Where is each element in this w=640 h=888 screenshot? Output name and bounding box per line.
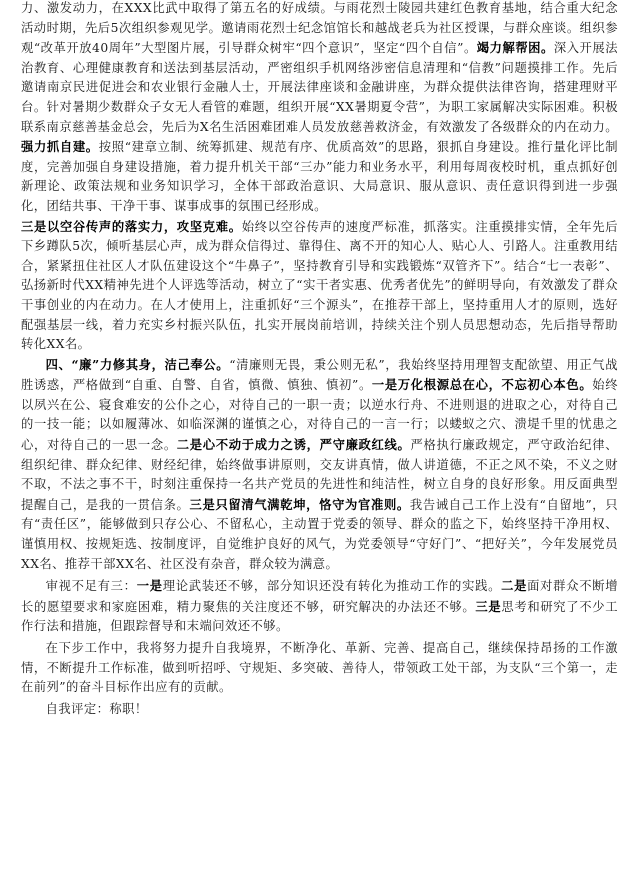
bold-heading: 一是 [136, 578, 163, 594]
bold-heading: 三是只留清气满乾坤，恪守为官准则。 [189, 496, 410, 512]
paragraph-section-three [21, 217, 618, 355]
text-segment: 深入开展法治教育、心理健康教育和送法到基层活动，严密组织手机网络涉密信息清理和“信教”问题摸排工作。先后邀请南京民进促进会和农业银行金融人士，开展法律座谈和金融讲座，为群众提供法律咨询，搭建理财平台。针对暑期少数群众子女无人看管的难题，组织开展“XX暑期夏令营”，为职工家属解决实际困难。积极联系南京慈善基金总会，先后为X名生活困难团难人员发放慈善救济金，有效激发了各级群众的内在动力。 [21, 41, 618, 134]
text-segment: 自我评定：称职！ [45, 701, 148, 716]
bold-heading: 一是万化根源总在心，不忘初心本色。 [371, 377, 593, 393]
bold-heading: 二是 [501, 578, 528, 594]
text-segment: 思考和研究了不少工作行法和措施，但跟踪督导和末端问效还不够。 [21, 599, 618, 634]
bold-heading: 三是 [475, 598, 502, 614]
paragraph-shortcomings [21, 576, 618, 637]
text-segment: 始终以空谷传声的速度严标准，抓落实。注重摸排实情，全年先后下乡蹲队5次，倾听基层心声，成为群众信得过、靠得住、离不开的知心人、贴心人、引路人。注重教用结合，紧紧扭住社区人才队伍建设这个“牛鼻子”，坚持教育引导和实践锻炼“双管齐下”。结合“七一表彰”、弘扬新时代XX精神先进个人评选等活动，树立了“实干者实惠、优秀者优先”的鲜明导向，有效激发了群众干事创业的内在动力。在人才使用上，注重抓好“三个源头”，在推荐干部上，坚持重用人才的原则，选好配强基层一线，着力充实乡村振兴队伍，扎实开展岗前培训，持续关注个别人员思想动态，先后指导帮助转化XX名。 [21, 219, 618, 352]
text-segment: 理论武装还不够，部分知识还没有转化为推动工作的实践。 [162, 579, 502, 594]
paragraph-next-steps [21, 639, 618, 698]
bold-heading: 二是心不动于成力之诱，严守廉政红线。 [176, 437, 411, 453]
text-segment: 面对群众不断增长的愿望要求和家庭困难，精力聚焦的关注度还不够，研究解决的办法还不够。 [21, 579, 618, 614]
paragraph-self-assessment [21, 700, 618, 720]
text-segment: 始终以夙兴在公、寝食难安的公仆之心，对待自己的一职一责；以逆水行舟、不进则退的进取之心，对待自己的一技一能；以如履薄冰、如临深渊的谨慎之心，对待自己的一言一行；以蝼蚁之穴、溃堤千里的忧患之心，对待自己的一思一念。 [21, 378, 618, 453]
text-segment: 严格执行廉政规定，严守政治纪律、组织纪律、群众纪律、财经纪律，始终做事讲原则，交友讲真情，做人讲道德，不正之风不染，不义之财不取，不法之事不干，时刻注重保持一名共产党员的先进性和纯洁性，树立自身的良好形象。用反面典型提醒自己，是我的一贯信条。 [21, 438, 618, 512]
bold-heading: 竭力解帮困。 [476, 40, 554, 56]
text-segment: 我告诫自己工作上没有“自留地”，只有“责任区”，能够做到只存公心、不留私心，主动置于党委的领导、群众的监之下，始终坚持干净用权、谨慎用权、按规矩选、按制度评，自觉维护良好的风气，为党委领导“守好门”、“把好关”，今年发展党员XX名、推荐干部XX名、社区没有杂音，群众较为满意。 [21, 497, 618, 571]
text-segment: 力、激发动力，在XXX比武中取得了第五名的好成绩。与雨花烈士陵园共建红色教育基地，结合重大纪念活动时期，先后5次组织参观见学。邀请雨花烈士纪念馆馆长和越战老兵为社区授课，与群众座谈。组织参观“改革开放40周年”大型图片展，引导群众树牢“四个意识”，坚定“四个自信”。 [21, 1, 618, 56]
text-segment: 在下步工作中，我将努力提升自我境界，不断净化、革新、完善、提高自己，继续保持昂扬的工作激情，不断提升工作标准，做到听招呼、守规矩、多突破、善待人，带领政工处干部，为支队“三个第一，走在前列”的奋斗目标作出应有的贡献。 [21, 641, 618, 695]
paragraph-achievements [21, 0, 618, 217]
text-segment: 审视不足有三： [45, 579, 137, 594]
text-segment: 按照“建章立制、统筹抓建、规范有序、优质高效”的思路，狠抓自身建设。推行量化评比制度，完善加强自身建设措施，着力提升机关干部“三办”能力和业务水平，利用每周夜校时机，重点抓好创新理论、政策法规和业务知识学习，全体干部政治意识、大局意识、服从意识、责任意识得到进一步强化，团结共事、干净干事、谋事成事的氛围已经形成。 [21, 140, 618, 213]
bold-heading: 强力抓自建。 [21, 139, 99, 155]
section-heading: 四、“廉”力修其身，洁己奉公。 [45, 356, 230, 372]
paragraph-section-four [21, 355, 618, 575]
text-segment: “清廉则无畏，秉公则无私”，我始终坚持用理智支配欲望、用正气战胜诱惑，严格做到“自重、自警、自省，慎微、慎独、慎初”。 [21, 357, 618, 393]
bold-heading: 三是以空谷传声的落实力，攻坚克难。 [21, 218, 242, 234]
